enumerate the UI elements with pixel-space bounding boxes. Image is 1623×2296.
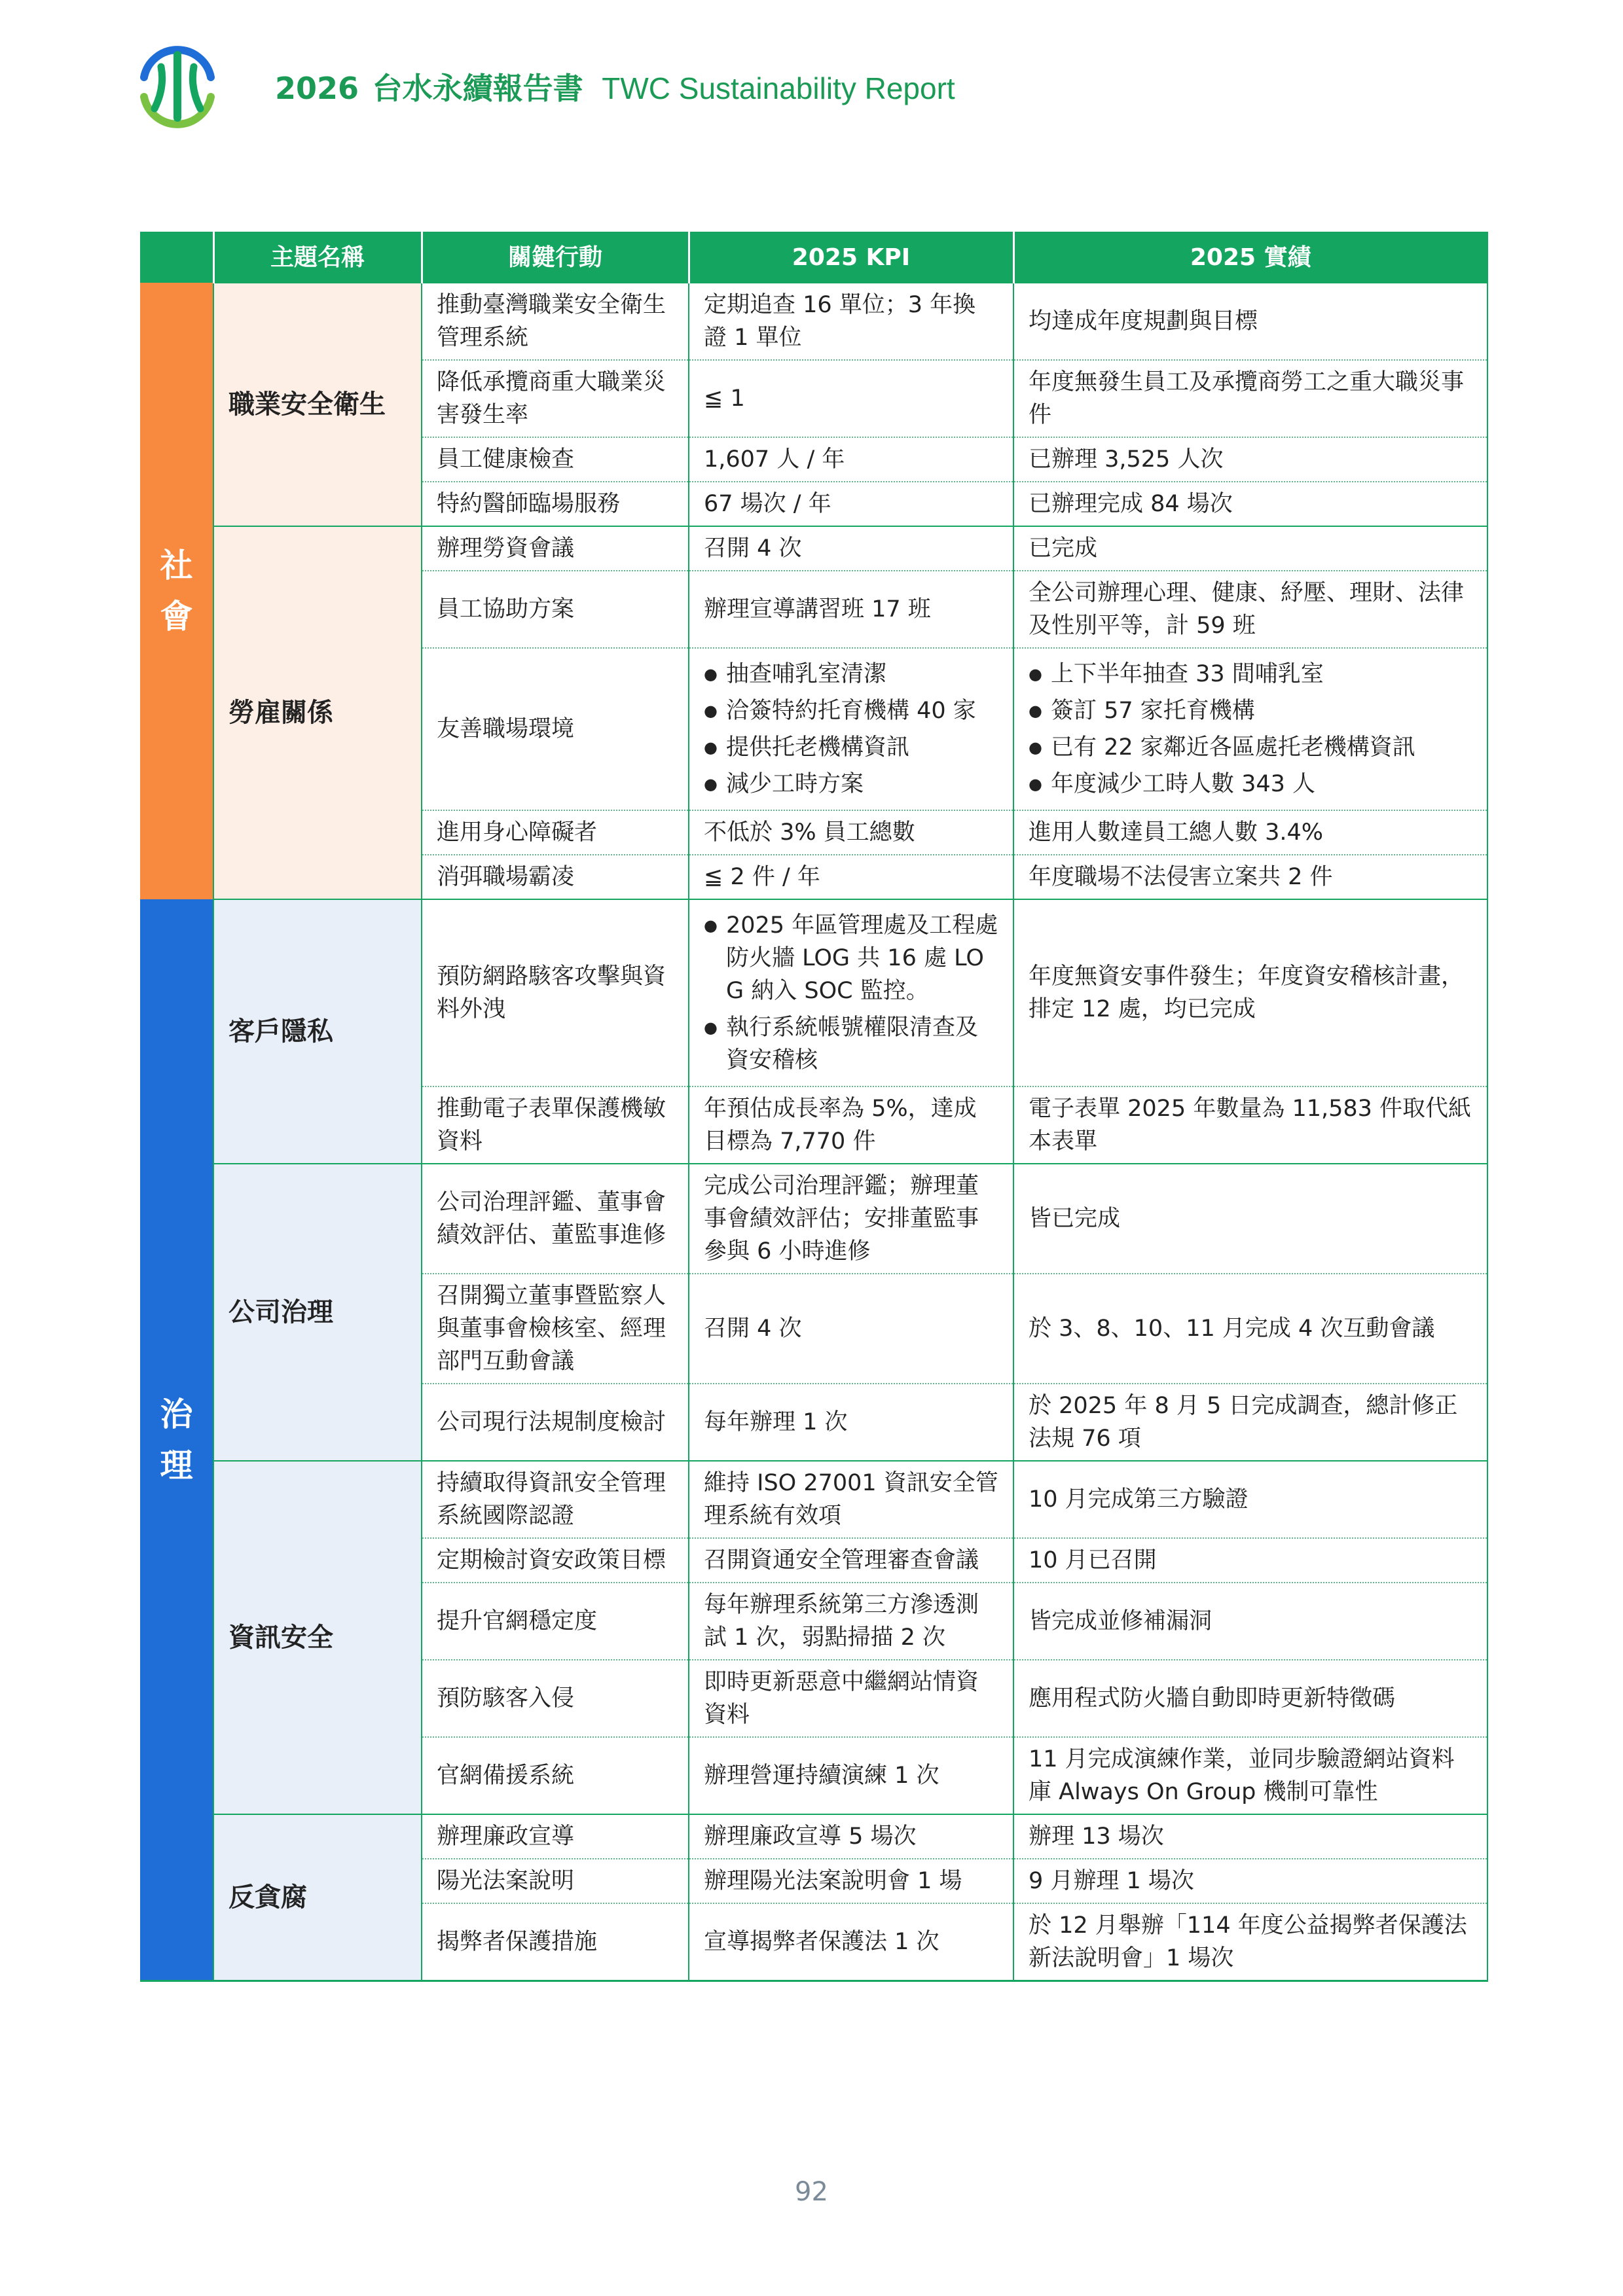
topic-information-security: 資訊安全 bbox=[213, 1461, 422, 1814]
result-cell: 進用人數達員工總人數 3.4% bbox=[1013, 810, 1487, 855]
result-cell bbox=[1013, 648, 1487, 810]
kpi-cell: 召開 4 次 bbox=[689, 1274, 1013, 1384]
result-cell: 年度職場不法侵害立案共 2 件 bbox=[1013, 855, 1487, 899]
list-item: ● 年度減少工時人數 343 人 bbox=[1029, 768, 1472, 800]
action-cell: 預防駭客入侵 bbox=[422, 1660, 689, 1737]
action-cell: 官網備援系統 bbox=[422, 1737, 689, 1814]
kpi-cell bbox=[689, 899, 1013, 1086]
kpi-cell: 辦理廉政宣導 5 場次 bbox=[689, 1814, 1013, 1859]
kpi-cell: 每年辦理系統第三方滲透測試 1 次，弱點掃描 2 次 bbox=[689, 1583, 1013, 1660]
result-cell: 均達成年度規劃與目標 bbox=[1013, 283, 1487, 360]
result-cell: 年度無發生員工及承攬商勞工之重大職災事件 bbox=[1013, 360, 1487, 437]
list-item: ● 2025 年區管理處及工程處防火牆 LOG 共 16 處 LOG 納入 SOC 監控。 bbox=[704, 909, 998, 1007]
table-row bbox=[140, 1814, 1487, 1859]
action-cell: 陽光法案說明 bbox=[422, 1859, 689, 1903]
list-item: ● 已有 22 家鄰近各區處托老機構資訊 bbox=[1029, 731, 1472, 764]
action-cell: 公司現行法規制度檢討 bbox=[422, 1384, 689, 1461]
kpi-cell: 召開 4 次 bbox=[689, 526, 1013, 571]
column-header-action: 關鍵行動 bbox=[422, 233, 689, 283]
result-cell: 9 月辦理 1 場次 bbox=[1013, 1859, 1487, 1903]
action-cell: 員工協助方案 bbox=[422, 571, 689, 648]
header-blank bbox=[140, 233, 213, 283]
result-cell: 於 3、8、10、11 月完成 4 次互動會議 bbox=[1013, 1274, 1487, 1384]
topic-customer-privacy: 客戶隱私 bbox=[213, 899, 422, 1164]
kpi-bullet-list bbox=[704, 909, 998, 1077]
action-cell: 辦理廉政宣導 bbox=[422, 1814, 689, 1859]
result-cell: 10 月已召開 bbox=[1013, 1538, 1487, 1583]
topic-anti-corruption: 反貪腐 bbox=[213, 1814, 422, 1981]
kpi-cell bbox=[689, 648, 1013, 810]
list-item: ● 抽查哺乳室清潔 bbox=[704, 658, 998, 691]
kpi-cell: ≦ 1 bbox=[689, 360, 1013, 437]
table-row bbox=[140, 283, 1487, 360]
action-cell: 進用身心障礙者 bbox=[422, 810, 689, 855]
kpi-cell: 定期追查 16 單位；3 年換證 1 單位 bbox=[689, 283, 1013, 360]
kpi-cell: 維持 ISO 27001 資訊安全管理系統有效項 bbox=[689, 1461, 1013, 1538]
action-cell: 推動電子表單保護機敏資料 bbox=[422, 1086, 689, 1164]
kpi-cell: 年預估成長率為 5%，達成目標為 7,770 件 bbox=[689, 1086, 1013, 1164]
result-cell: 已辦理完成 84 場次 bbox=[1013, 482, 1487, 526]
kpi-cell: 辦理陽光法案說明會 1 場 bbox=[689, 1859, 1013, 1903]
table-row bbox=[140, 1164, 1487, 1274]
kpi-cell: 即時更新惡意中繼網站情資資料 bbox=[689, 1660, 1013, 1737]
list-item: ● 洽簽特約托育機構 40 家 bbox=[704, 694, 998, 727]
kpi-cell: 不低於 3% 員工總數 bbox=[689, 810, 1013, 855]
kpi-cell: 67 場次 / 年 bbox=[689, 482, 1013, 526]
dimension-social: 社 會 bbox=[140, 283, 213, 899]
result-cell: 電子表單 2025 年數量為 11,583 件取代紙本表單 bbox=[1013, 1086, 1487, 1164]
result-cell: 辦理 13 場次 bbox=[1013, 1814, 1487, 1859]
action-cell: 揭弊者保護措施 bbox=[422, 1903, 689, 1981]
table-row bbox=[140, 526, 1487, 571]
list-item: ● 簽訂 57 家托育機構 bbox=[1029, 694, 1472, 727]
action-cell: 辦理勞資會議 bbox=[422, 526, 689, 571]
result-cell: 已辦理 3,525 人次 bbox=[1013, 437, 1487, 482]
page-number: 92 bbox=[795, 2177, 828, 2207]
action-cell: 消弭職場霸凌 bbox=[422, 855, 689, 899]
action-cell: 員工健康檢查 bbox=[422, 437, 689, 482]
topic-occupational-safety: 職業安全衛生 bbox=[213, 283, 422, 526]
result-cell: 於 2025 年 8 月 5 日完成調查，總計修正法規 76 項 bbox=[1013, 1384, 1487, 1461]
table-header-row bbox=[140, 233, 1487, 283]
result-cell: 年度無資安事件發生；年度資安稽核計畫，排定 12 處，均已完成 bbox=[1013, 899, 1487, 1086]
kpi-cell: 完成公司治理評鑑；辦理董事會績效評估；安排董監事參與 6 小時進修 bbox=[689, 1164, 1013, 1274]
action-cell: 預防網路駭客攻擊與資料外洩 bbox=[422, 899, 689, 1086]
action-cell: 提升官網穩定度 bbox=[422, 1583, 689, 1660]
kpi-cell: 辦理營運持續演練 1 次 bbox=[689, 1737, 1013, 1814]
list-item: ● 上下半年抽查 33 間哺乳室 bbox=[1029, 658, 1472, 691]
column-header-result: 2025 實績 bbox=[1013, 233, 1487, 283]
result-cell: 11 月完成演練作業，並同步驗證網站資料庫 Always On Group 機制可靠性 bbox=[1013, 1737, 1487, 1814]
kpi-table bbox=[140, 232, 1488, 1982]
column-header-topic: 主題名稱 bbox=[213, 233, 422, 283]
kpi-bullet-list bbox=[704, 658, 998, 800]
topic-corporate-governance: 公司治理 bbox=[213, 1164, 422, 1461]
action-cell: 定期檢討資安政策目標 bbox=[422, 1538, 689, 1583]
result-cell: 全公司辦理心理、健康、紓壓、理財、法律及性別平等，計 59 班 bbox=[1013, 571, 1487, 648]
report-year: 2026 bbox=[275, 71, 359, 106]
twc-logo-icon bbox=[131, 41, 224, 134]
table-row bbox=[140, 1461, 1487, 1538]
result-cell: 10 月完成第三方驗證 bbox=[1013, 1461, 1487, 1538]
list-item: ● 執行系統帳號權限清查及資安稽核 bbox=[704, 1011, 998, 1077]
result-cell: 已完成 bbox=[1013, 526, 1487, 571]
action-cell: 推動臺灣職業安全衛生管理系統 bbox=[422, 283, 689, 360]
action-cell: 召開獨立董事暨監察人與董事會檢核室、經理部門互動會議 bbox=[422, 1274, 689, 1384]
result-cell: 皆完成並修補漏洞 bbox=[1013, 1583, 1487, 1660]
action-cell: 友善職場環境 bbox=[422, 648, 689, 810]
kpi-cell: 每年辦理 1 次 bbox=[689, 1384, 1013, 1461]
result-cell: 於 12 月舉辦「114 年度公益揭弊者保護法新法說明會」1 場次 bbox=[1013, 1903, 1487, 1981]
dimension-governance: 治 理 bbox=[140, 899, 213, 1981]
kpi-cell: 辦理宣導講習班 17 班 bbox=[689, 571, 1013, 648]
action-cell: 持續取得資訊安全管理系統國際認證 bbox=[422, 1461, 689, 1538]
kpi-cell: 召開資通安全管理審查會議 bbox=[689, 1538, 1013, 1583]
report-title-en: TWC Sustainability Report bbox=[602, 71, 955, 105]
action-cell: 特約醫師臨場服務 bbox=[422, 482, 689, 526]
list-item: ● 減少工時方案 bbox=[704, 768, 998, 800]
column-header-kpi: 2025 KPI bbox=[689, 233, 1013, 283]
table-row bbox=[140, 899, 1487, 1086]
report-title-zh: 台水永續報告書 bbox=[372, 71, 583, 106]
kpi-cell: 1,607 人 / 年 bbox=[689, 437, 1013, 482]
result-cell: 應用程式防火牆自動即時更新特徵碼 bbox=[1013, 1660, 1487, 1737]
list-item: ● 提供托老機構資訊 bbox=[704, 731, 998, 764]
report-title bbox=[275, 70, 955, 107]
kpi-cell: 宣導揭弊者保護法 1 次 bbox=[689, 1903, 1013, 1981]
result-cell: 皆已完成 bbox=[1013, 1164, 1487, 1274]
topic-labor-relations: 勞雇關係 bbox=[213, 526, 422, 899]
action-cell: 降低承攬商重大職業災害發生率 bbox=[422, 360, 689, 437]
action-cell: 公司治理評鑑、董事會績效評估、董監事進修 bbox=[422, 1164, 689, 1274]
result-bullet-list bbox=[1029, 658, 1472, 800]
kpi-cell: ≦ 2 件 / 年 bbox=[689, 855, 1013, 899]
